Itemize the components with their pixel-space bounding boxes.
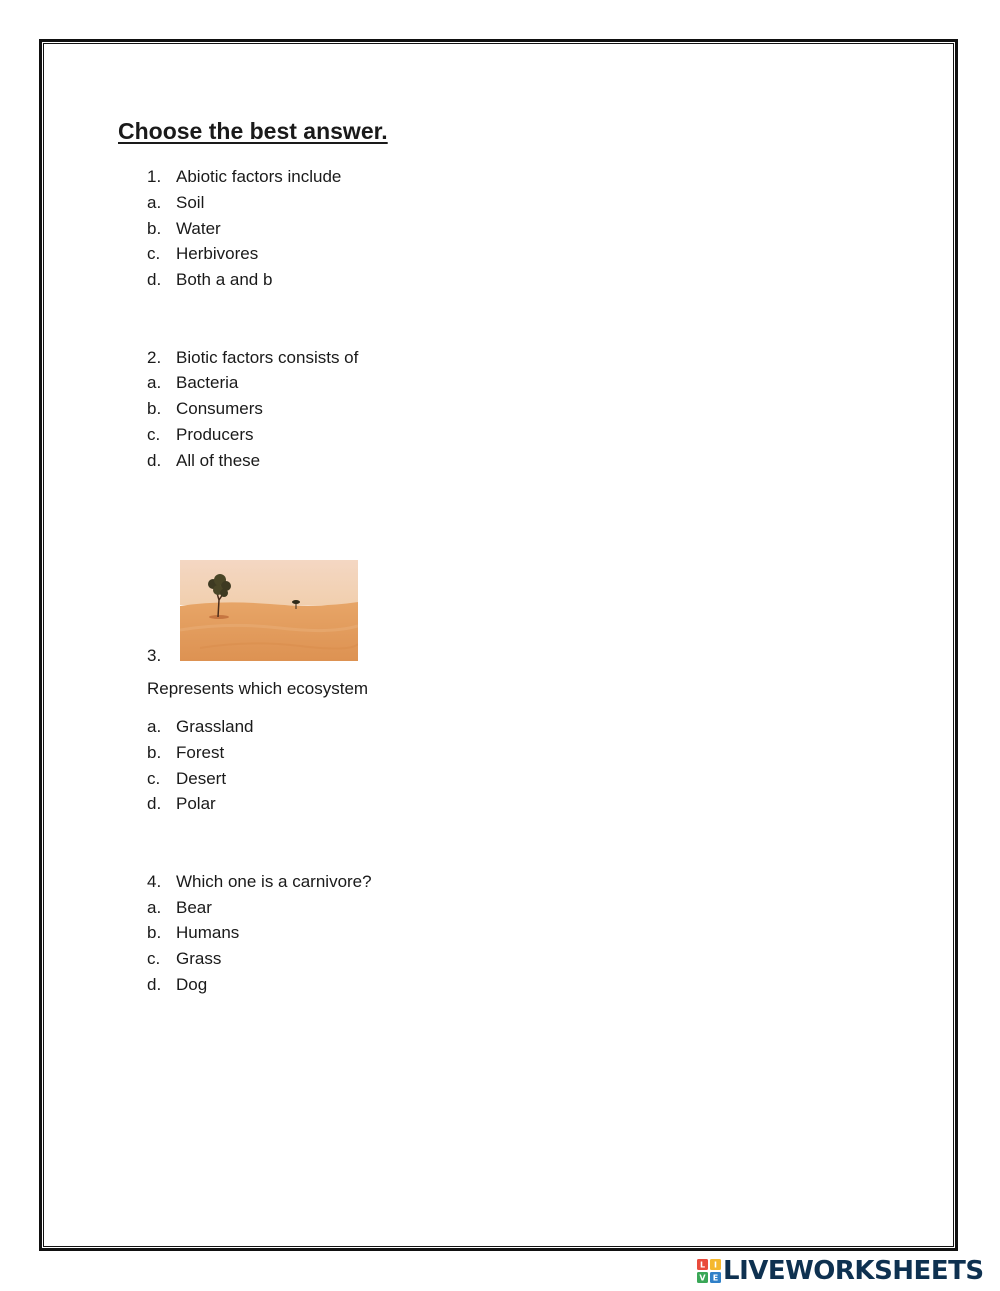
question-text: Represents which ecosystem bbox=[147, 679, 369, 698]
option-letter: b. bbox=[147, 219, 162, 238]
option-text: Dog bbox=[176, 975, 208, 994]
option-text: Herbivores bbox=[176, 244, 259, 263]
svg-text:E: E bbox=[712, 1273, 719, 1283]
option-text: Soil bbox=[176, 193, 205, 212]
option-letter: b. bbox=[147, 399, 162, 418]
question-number: 1. bbox=[147, 167, 162, 186]
question-text: Biotic factors consists of bbox=[176, 348, 359, 367]
option-text: Consumers bbox=[176, 399, 263, 418]
option-letter: a. bbox=[147, 373, 162, 392]
option-letter: c. bbox=[147, 949, 161, 968]
option-letter: d. bbox=[147, 794, 162, 813]
svg-text:V: V bbox=[699, 1273, 706, 1283]
liveworksheets-brand[interactable] bbox=[697, 1256, 993, 1286]
question-text: Abiotic factors include bbox=[176, 167, 342, 186]
option-letter: d. bbox=[147, 975, 162, 994]
svg-text:L: L bbox=[699, 1260, 706, 1270]
option-text: Grass bbox=[176, 949, 222, 968]
brand-wordmark: LIVEWORKSHEETS bbox=[723, 1256, 984, 1286]
svg-text:I: I bbox=[714, 1260, 717, 1270]
question-3-prompt bbox=[147, 678, 368, 700]
option-text: Grassland bbox=[176, 717, 254, 736]
option-letter: c. bbox=[147, 769, 161, 788]
liveworksheets-logo-icon bbox=[697, 1259, 721, 1283]
question-number: 3. bbox=[147, 646, 162, 665]
option-letter: b. bbox=[147, 743, 162, 762]
option-text: Water bbox=[176, 219, 221, 238]
option-letter: c. bbox=[147, 425, 161, 444]
option-letter: a. bbox=[147, 193, 162, 212]
option-text: Desert bbox=[176, 769, 227, 788]
option-text: Humans bbox=[176, 923, 240, 942]
option-letter: c. bbox=[147, 244, 161, 263]
desert-photo bbox=[180, 560, 358, 661]
option-letter: d. bbox=[147, 451, 162, 470]
option-letter: b. bbox=[147, 923, 162, 942]
option-letter: a. bbox=[147, 898, 162, 917]
option-text: Forest bbox=[176, 743, 225, 762]
question-text: Which one is a carnivore? bbox=[176, 872, 372, 891]
option-text: Polar bbox=[176, 794, 216, 813]
option-letter: a. bbox=[147, 717, 162, 736]
option-text: Bear bbox=[176, 898, 212, 917]
option-text: Bacteria bbox=[176, 373, 239, 392]
option-text: All of these bbox=[176, 451, 261, 470]
option-text: Both a and b bbox=[176, 270, 273, 289]
worksheet-heading: Choose the best answer. bbox=[118, 118, 388, 144]
question-number: 4. bbox=[147, 872, 162, 891]
option-text: Producers bbox=[176, 425, 254, 444]
question-number: 2. bbox=[147, 348, 162, 367]
option-letter: d. bbox=[147, 270, 162, 289]
